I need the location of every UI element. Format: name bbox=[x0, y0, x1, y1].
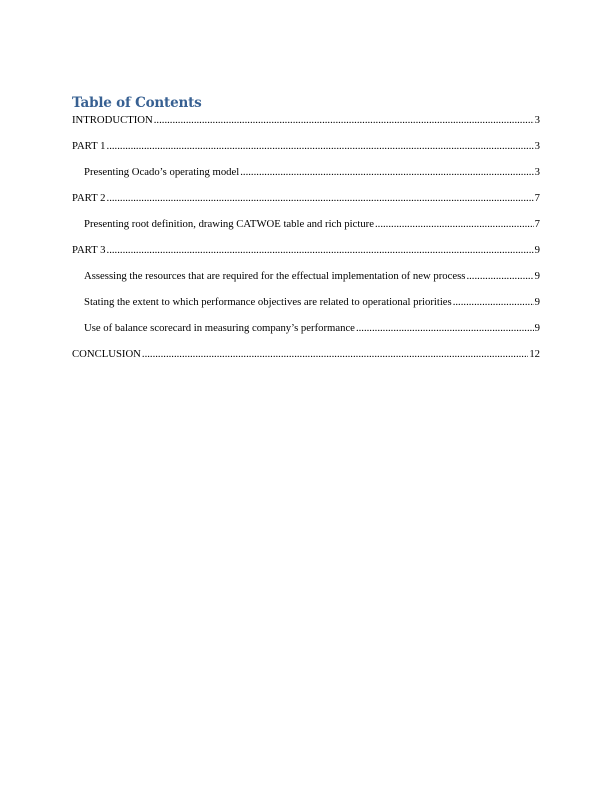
toc-entry-label: Stating the extent to which performance objectives are related to operational priorities bbox=[84, 296, 452, 308]
toc-entry-page: 7 bbox=[534, 218, 540, 230]
toc-leader bbox=[375, 217, 534, 231]
toc-entry-part-3[interactable] bbox=[72, 243, 540, 257]
toc-entry-label: CONCLUSION bbox=[72, 348, 141, 360]
toc-entry-page: 7 bbox=[534, 192, 540, 204]
toc-entry-resources[interactable] bbox=[72, 269, 540, 283]
toc-leader bbox=[142, 347, 528, 361]
toc-entry-label: PART 3 bbox=[72, 244, 106, 256]
toc-entry-performance-objectives[interactable] bbox=[72, 295, 540, 309]
toc-leader bbox=[107, 243, 534, 257]
toc-entry-label: Use of balance scorecard in measuring company’s performance bbox=[84, 322, 355, 334]
toc-entry-label: INTRODUCTION bbox=[72, 114, 153, 126]
toc-entry-label: Presenting Ocado’s operating model bbox=[84, 166, 240, 178]
toc-leader bbox=[107, 191, 534, 205]
toc-leader bbox=[466, 269, 533, 283]
toc-entry-page: 9 bbox=[534, 270, 540, 282]
toc-entry-page: 3 bbox=[534, 114, 540, 126]
toc-entry-operating-model[interactable] bbox=[72, 165, 540, 179]
toc-list bbox=[72, 113, 540, 361]
toc-entry-label: PART 2 bbox=[72, 192, 106, 204]
toc-entry-balance-scorecard[interactable] bbox=[72, 321, 540, 335]
toc-entry-label: Presenting root definition, drawing CATWOE table and rich picture bbox=[84, 218, 374, 230]
toc-entry-page: 3 bbox=[534, 166, 540, 178]
toc-entry-page: 9 bbox=[534, 322, 540, 334]
toc-entry-root-definition[interactable] bbox=[72, 217, 540, 231]
toc-leader bbox=[154, 113, 534, 127]
toc-entry-label: Assessing the resources that are required for the effectual implementation of new process bbox=[84, 270, 466, 282]
toc-entry-conclusion[interactable] bbox=[72, 347, 540, 361]
toc-heading: Table of Contents bbox=[72, 95, 202, 111]
toc-entry-part-2[interactable] bbox=[72, 191, 540, 205]
toc-entry-page: 9 bbox=[534, 296, 540, 308]
toc-entry-introduction[interactable] bbox=[72, 113, 540, 127]
toc-leader bbox=[453, 295, 534, 309]
toc-leader bbox=[240, 165, 533, 179]
toc-entry-label: PART 1 bbox=[72, 140, 106, 152]
toc-leader bbox=[356, 321, 534, 335]
toc-entry-page: 9 bbox=[534, 244, 540, 256]
toc-entry-page: 12 bbox=[529, 348, 540, 360]
toc-leader bbox=[107, 139, 534, 153]
toc-entry-part-1[interactable] bbox=[72, 139, 540, 153]
toc-entry-page: 3 bbox=[534, 140, 540, 152]
